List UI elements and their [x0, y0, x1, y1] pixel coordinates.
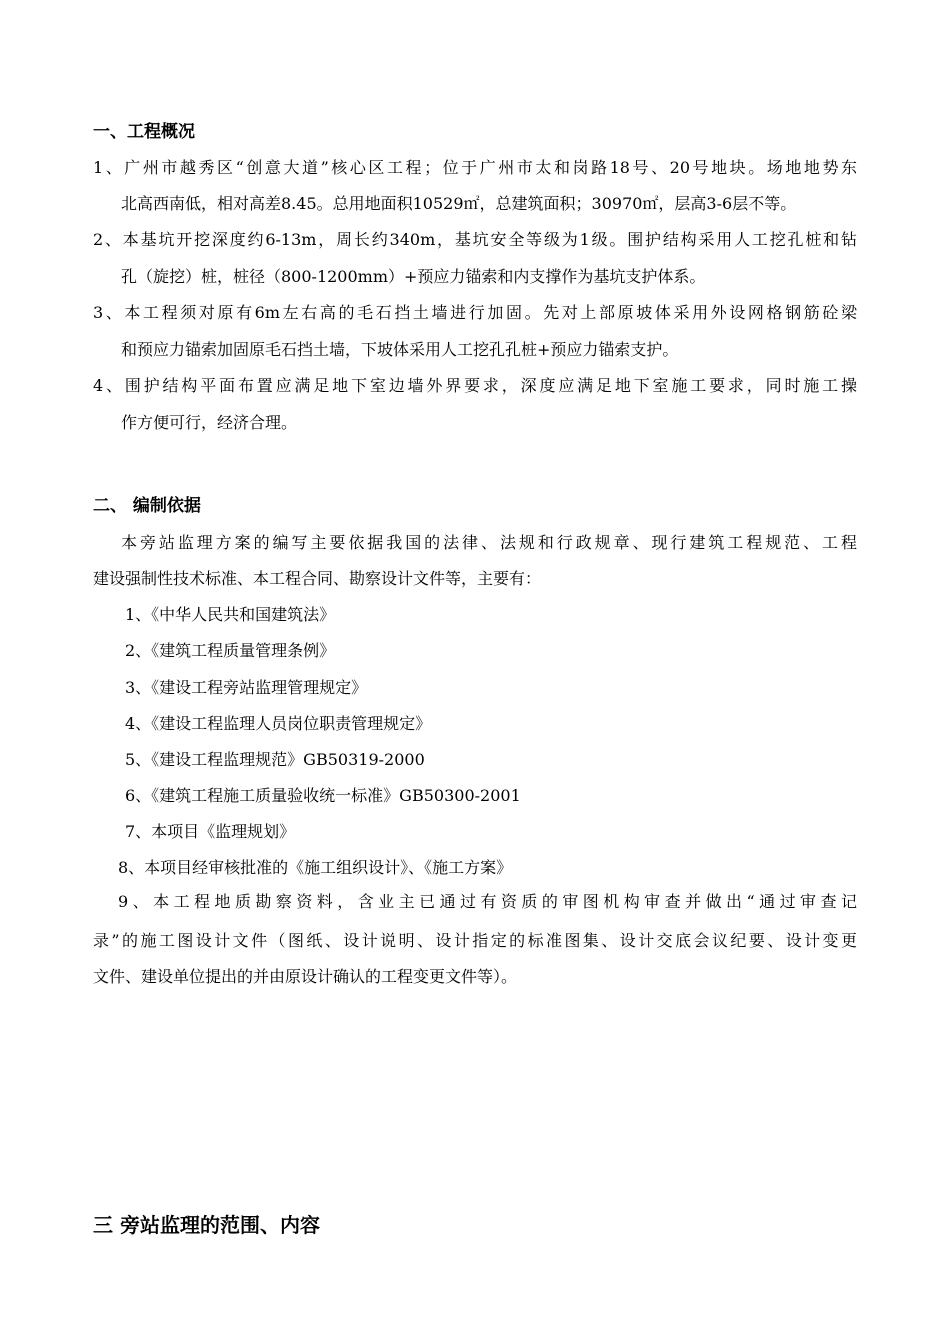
section-1-item-3-line-1: 3、本工程须对原有6m左右高的毛石挡土墙进行加固。先对上部原坡体采用外设网格钢筋砼梁: [93, 303, 857, 322]
section-2-item-2-line-1: 2、本基坑开挖深度约6-13m，周长约340m，基坑安全等级为1级。围护结构采用人工挖孔桩和钻: [93, 230, 857, 249]
basis-list-item: 8、本项目经审核批准的《施工组织设计》、《施工方案》: [118, 858, 513, 877]
basis-item-9-line-1: 9、本工程地质勘察资料，含业主已通过有资质的审图机构审查并做出“通过审查记: [118, 892, 857, 911]
section-3-title: 三 旁站监理的范围、内容: [93, 1213, 320, 1237]
section-1-item-1-line-2: 北高西南低，相对高差8.45。总用地面积10529㎡，总建筑面积；30970㎡，层高3-6层不等。: [121, 194, 797, 213]
basis-list-item: 5、《建设工程监理规范》GB50319-2000: [125, 750, 425, 769]
section-1-item-4-line-2: 作方便可行，经济合理。: [121, 413, 298, 432]
basis-item-9-line-2: 录”的施工图设计文件（图纸、设计说明、设计指定的标准图集、设计交底会议纪要、设计变更: [93, 931, 857, 950]
basis-list-item: 2、《建筑工程质量管理条例》: [125, 641, 336, 660]
basis-list-item: 3、《建设工程旁站监理管理规定》: [125, 678, 368, 697]
section-1-item-1-line-1: 1、广州市越秀区“创意大道”核心区工程；位于广州市太和岗路18号、20号地块。场地地势东: [93, 158, 857, 177]
section-1-item-4-line-1: 4、围护结构平面布置应满足地下室边墙外界要求，深度应满足地下室施工要求，同时施工操: [93, 376, 857, 395]
section-2-intro-line-1: 本旁站监理方案的编写主要依据我国的法律、法规和行政规章、现行建筑工程规范、工程: [121, 533, 857, 552]
basis-item-9-line-3: 文件、建设单位提出的并由原设计确认的工程变更文件等）。: [93, 967, 518, 986]
section-2-intro-line-2: 建设强制性技术标准、本工程合同、勘察设计文件等，主要有：: [93, 569, 542, 588]
section-2-title: 二、 编制依据: [93, 496, 201, 516]
basis-list-item: 4、《建设工程监理人员岗位职责管理规定》: [125, 714, 432, 733]
basis-list-item: 6、《建筑工程施工质量验收统一标准》GB50300-2001: [125, 786, 521, 805]
section-1-title: 一、工程概况: [93, 122, 195, 142]
basis-list-item: 7、本项目《监理规划》: [125, 822, 296, 841]
section-1-item-3-line-2: 和预应力锚索加固原毛石挡土墙，下坡体采用人工挖孔孔桩+预应力锚索支护。: [121, 340, 679, 359]
basis-list-item: 1、《中华人民共和国建筑法》: [125, 605, 336, 624]
section-1-item-2-line-2: 孔（旋挖）桩，桩径（800-1200mm）+预应力锚索和内支撑作为基坑支护体系。: [121, 267, 706, 286]
